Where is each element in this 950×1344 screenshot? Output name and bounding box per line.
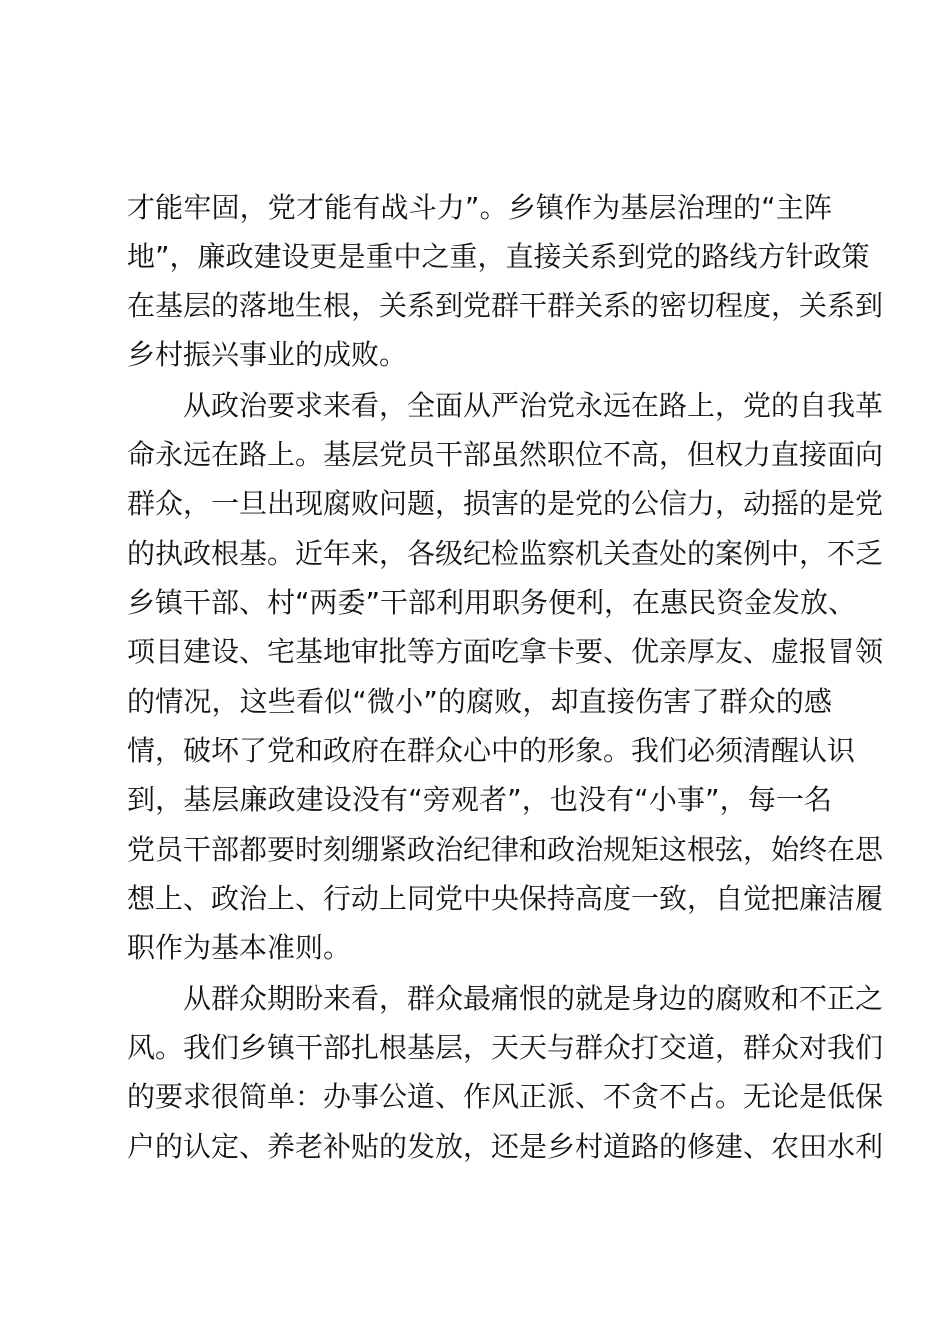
text-line: 职作为基本准则。: [127, 931, 352, 964]
text-line: 命永远在路上。基层党员干部虽然职位不高，但权力直接面向: [127, 438, 884, 471]
text-line: 到，基层廉政建设没有“旁观者”，也没有“小事”，每一名: [127, 783, 832, 816]
paragraph-first-line: 从群众期盼来看，群众最痛恨的就是身边的腐败和不正之: [183, 982, 884, 1015]
text-line: 乡村振兴事业的成败。: [127, 338, 408, 371]
text-line: 户的认定、养老补贴的发放，还是乡村道路的修建、农田水利: [127, 1130, 884, 1163]
text-line: 才能牢固，党才能有战斗力”。乡镇作为基层治理的“主阵: [127, 191, 832, 224]
text-line: 群众，一旦出现腐败问题，损害的是党的公信力，动摇的是党: [127, 487, 884, 520]
text-line: 地”，廉政建设更是重中之重，直接关系到党的路线方针政策: [127, 240, 870, 273]
text-line: 的执政根基。近年来，各级纪检监察机关查处的案例中，不乏: [127, 537, 884, 570]
text-line: 情，破坏了党和政府在群众心中的形象。我们必须清醒认识: [127, 734, 856, 767]
text-line: 想上、政治上、行动上同党中央保持高度一致，自觉把廉洁履: [127, 882, 884, 915]
text-line: 的要求很简单：办事公道、作风正派、不贪不占。无论是低保: [127, 1080, 884, 1113]
paragraph-first-line: 从政治要求来看，全面从严治党永远在路上，党的自我革: [183, 389, 884, 422]
text-line: 党员干部都要时刻绷紧政治纪律和政治规矩这根弦，始终在思: [127, 833, 884, 866]
text-line: 的情况，这些看似“微小”的腐败，却直接伤害了群众的感: [127, 685, 832, 718]
text-line: 在基层的落地生根，关系到党群干群关系的密切程度，关系到: [127, 289, 884, 322]
text-line: 乡镇干部、村“两委”干部利用职务便利，在惠民资金发放、: [127, 586, 857, 619]
text-line: 项目建设、宅基地审批等方面吃拿卡要、优亲厚友、虚报冒领: [127, 635, 884, 668]
text-line: 风。我们乡镇干部扎根基层，天天与群众打交道，群众对我们: [127, 1031, 884, 1064]
